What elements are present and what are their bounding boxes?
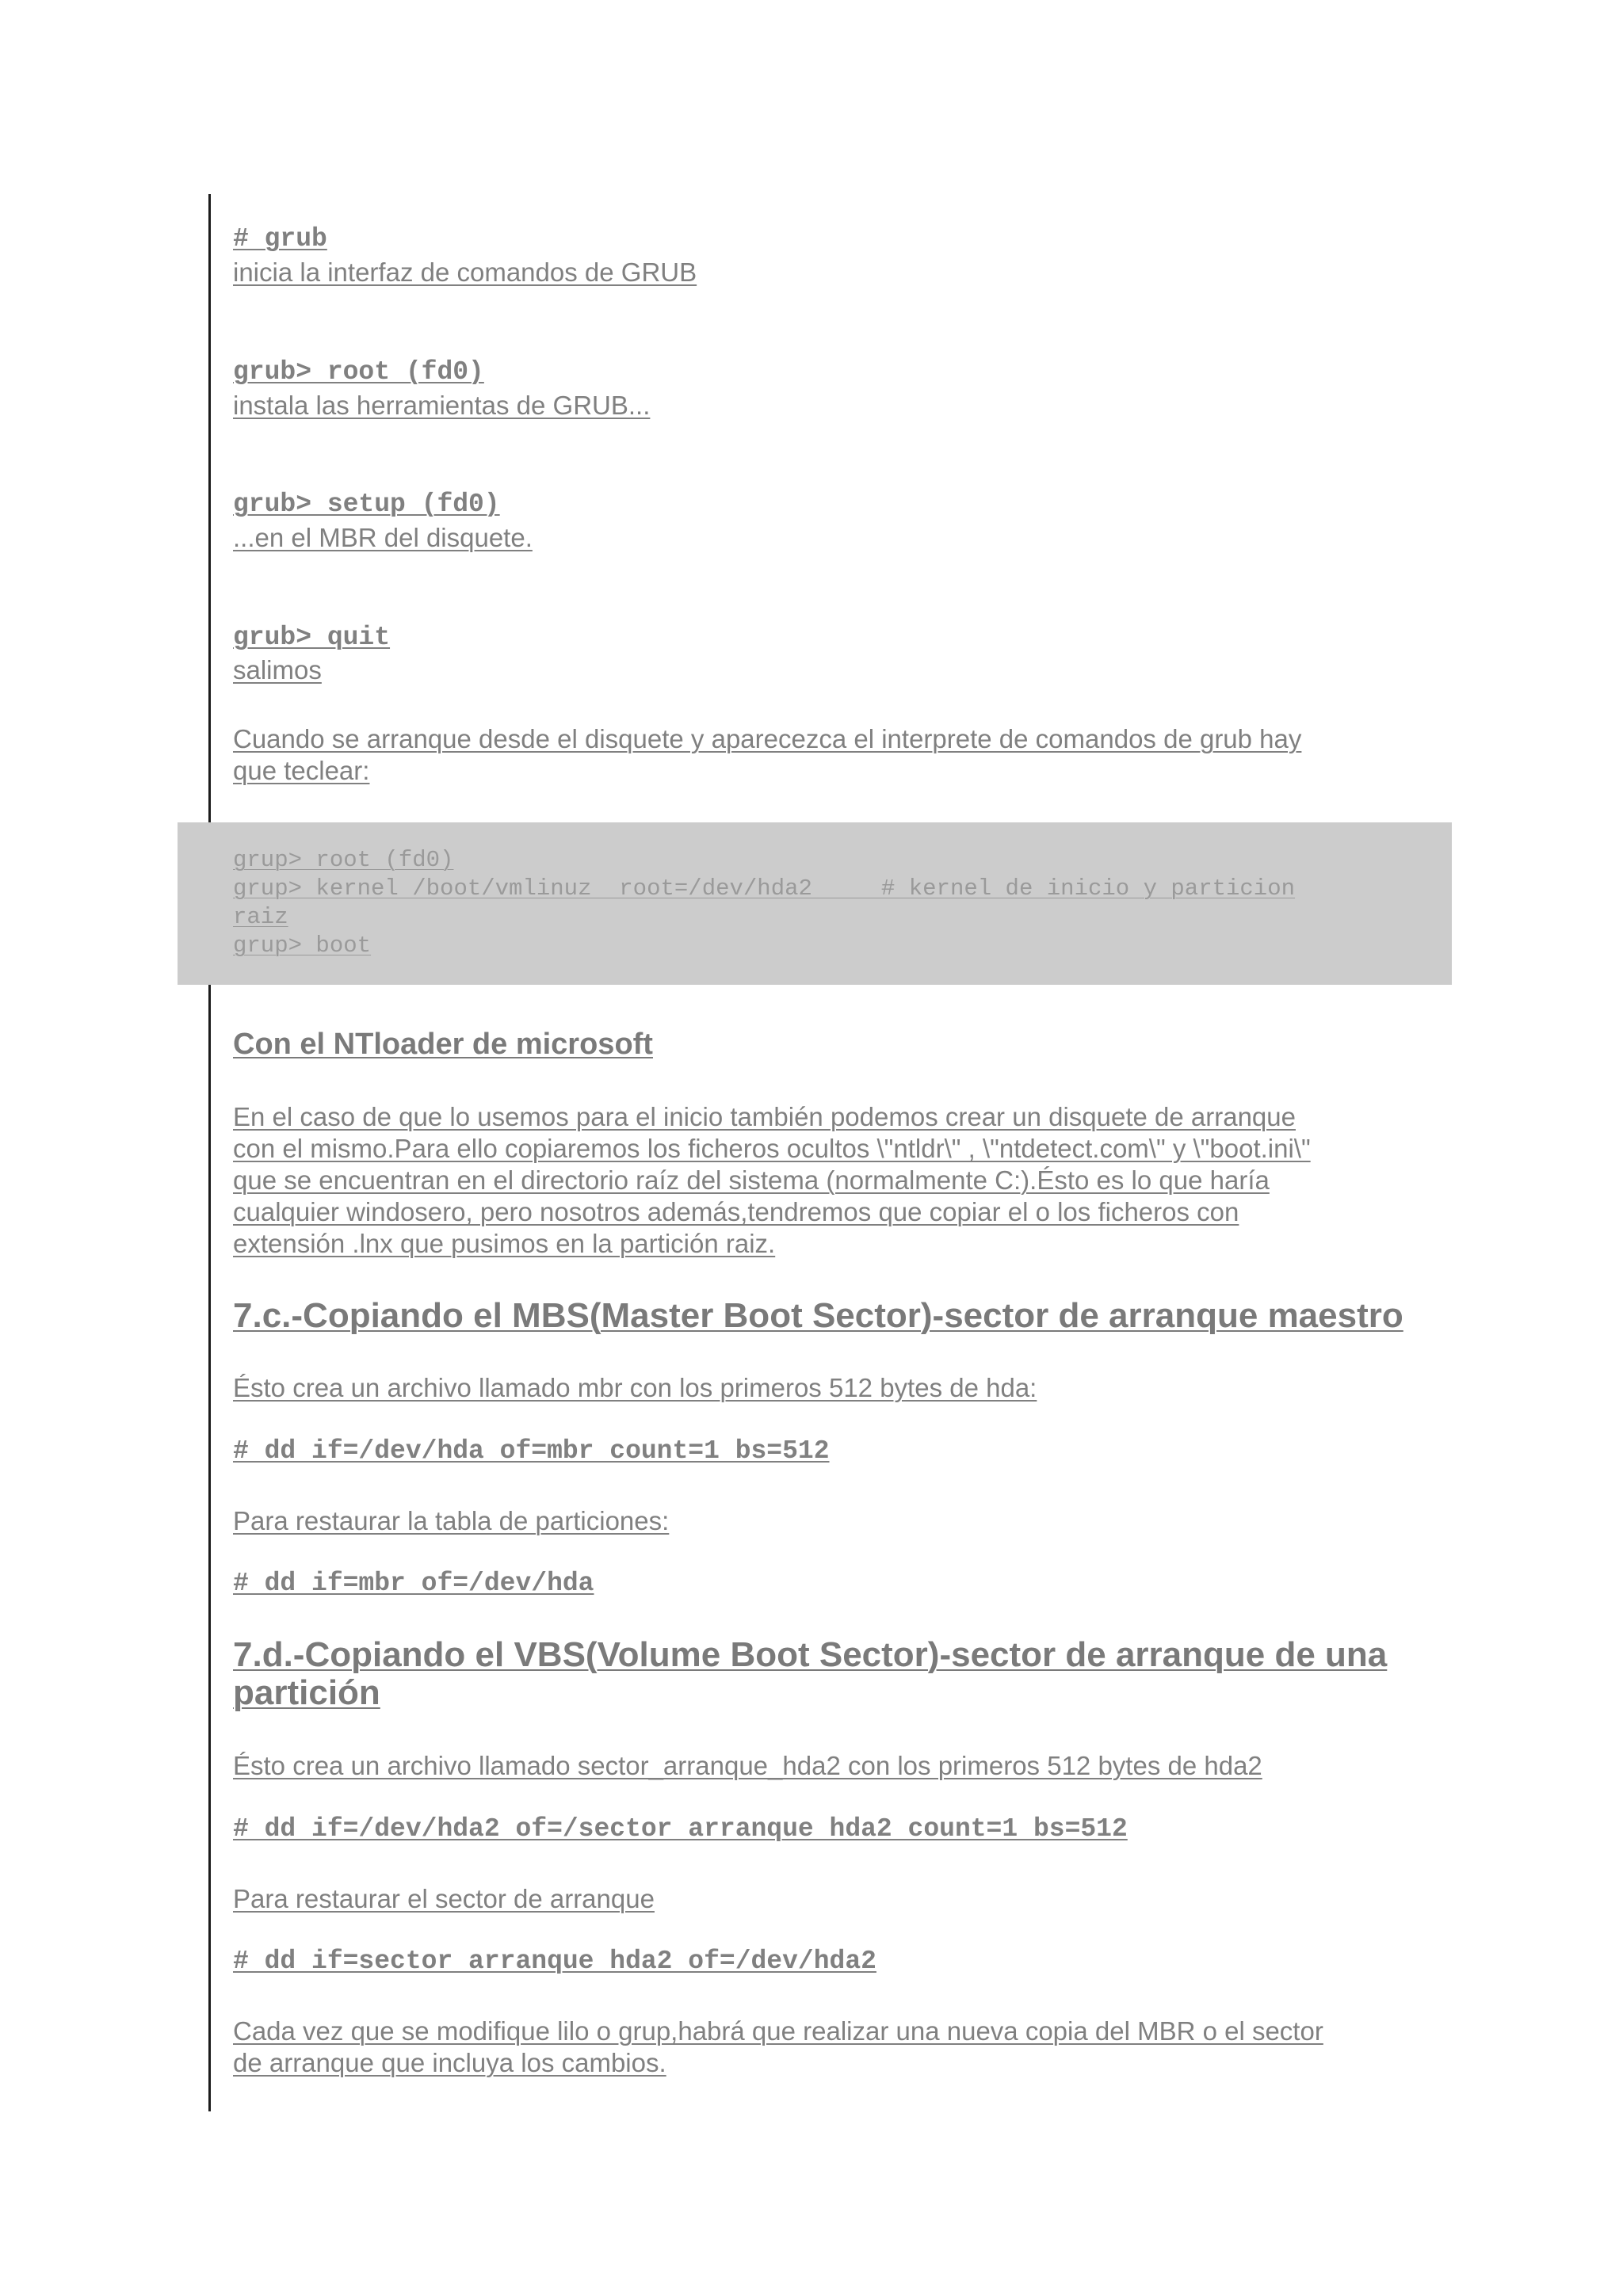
grub-command-3: grub> setup (fd0): [233, 490, 500, 519]
closing-line-2: de arranque que incluya los cambios.: [233, 2048, 666, 2077]
boot-note-line-1: Cuando se arranque desde el disquete y aparecezca el interprete de comandos de grub hay: [233, 724, 1302, 753]
code-line-1: grup> root (fd0): [233, 847, 454, 873]
code-line-3: raiz: [233, 904, 288, 930]
code-line-4: grup> boot: [233, 933, 372, 959]
ntloader-line-5: extensión .lnx que pusimos en la partición raiz.: [233, 1229, 776, 1258]
vbs-heading-line-1: 7.d.-Copiando el VBS(Volume Boot Sector)-sector de arranque de una: [233, 1635, 1388, 1674]
code-line-2: grup> kernel /boot/vmlinuz root=/dev/hda2 # kernel de inicio y particion: [233, 875, 1296, 902]
grub-description-4: salimos: [233, 655, 322, 685]
grub-description-3: ...en el MBR del disquete.: [233, 523, 533, 552]
vbs-command-restore: # dd if=sector arranque hda2 of=/dev/hda2: [233, 1947, 876, 1976]
boot-note-line-2: que teclear:: [233, 756, 370, 785]
grub-description-1: inicia la interfaz de comandos de GRUB: [233, 257, 697, 287]
ntloader-line-3: que se encuentran en el directorio raíz del sistema (normalmente C:).Ésto es lo que haría: [233, 1165, 1270, 1195]
grub-command-1: # grub: [233, 224, 327, 254]
ntloader-line-2: con el mismo.Para ello copiaremos los ficheros ocultos \"ntldr\" , \"ntdetect.com\" y \"boot.ini\": [233, 1134, 1311, 1163]
grub-command-4: grub> quit: [233, 623, 391, 652]
code-block: [178, 822, 1452, 985]
vbs-command-backup: # dd if=/dev/hda2 of=/sector arranque hda2 count=1 bs=512: [233, 1814, 1128, 1844]
mbs-command-restore: # dd if=mbr of=/dev/hda: [233, 1569, 594, 1598]
grub-description-2: instala las herramientas de GRUB...: [233, 391, 651, 420]
ntloader-line-4: cualquier windosero, pero nosotros además,tendremos que copiar el o los ficheros con: [233, 1197, 1239, 1226]
mbs-command-backup: # dd if=/dev/hda of=mbr count=1 bs=512: [233, 1436, 830, 1466]
vbs-heading-line-2: partición: [233, 1673, 380, 1712]
code-block-text: [233, 846, 1295, 960]
vbs-restore-text: Para restaurar el sector de arranque: [233, 1884, 655, 1913]
ntloader-heading: Con el NTloader de microsoft: [233, 1028, 653, 1061]
grub-command-2: grub> root (fd0): [233, 357, 484, 387]
mbs-restore-text: Para restaurar la tabla de particiones:: [233, 1506, 670, 1535]
mbs-heading: 7.c.-Copiando el MBS(Master Boot Sector)-sector de arranque maestro: [233, 1296, 1403, 1335]
mbs-intro: Ésto crea un archivo llamado mbr con los primeros 512 bytes de hda:: [233, 1373, 1037, 1402]
ntloader-line-1: En el caso de que lo usemos para el inicio también podemos crear un disquete de arranque: [233, 1102, 1296, 1131]
closing-line-1: Cada vez que se modifique lilo o grup,habrá que realizar una nueva copia del MBR o el sector: [233, 2016, 1323, 2046]
vbs-intro: Ésto crea un archivo llamado sector_arranque_hda2 con los primeros 512 bytes de hda2: [233, 1751, 1262, 1780]
left-margin-rule: [208, 194, 211, 2111]
